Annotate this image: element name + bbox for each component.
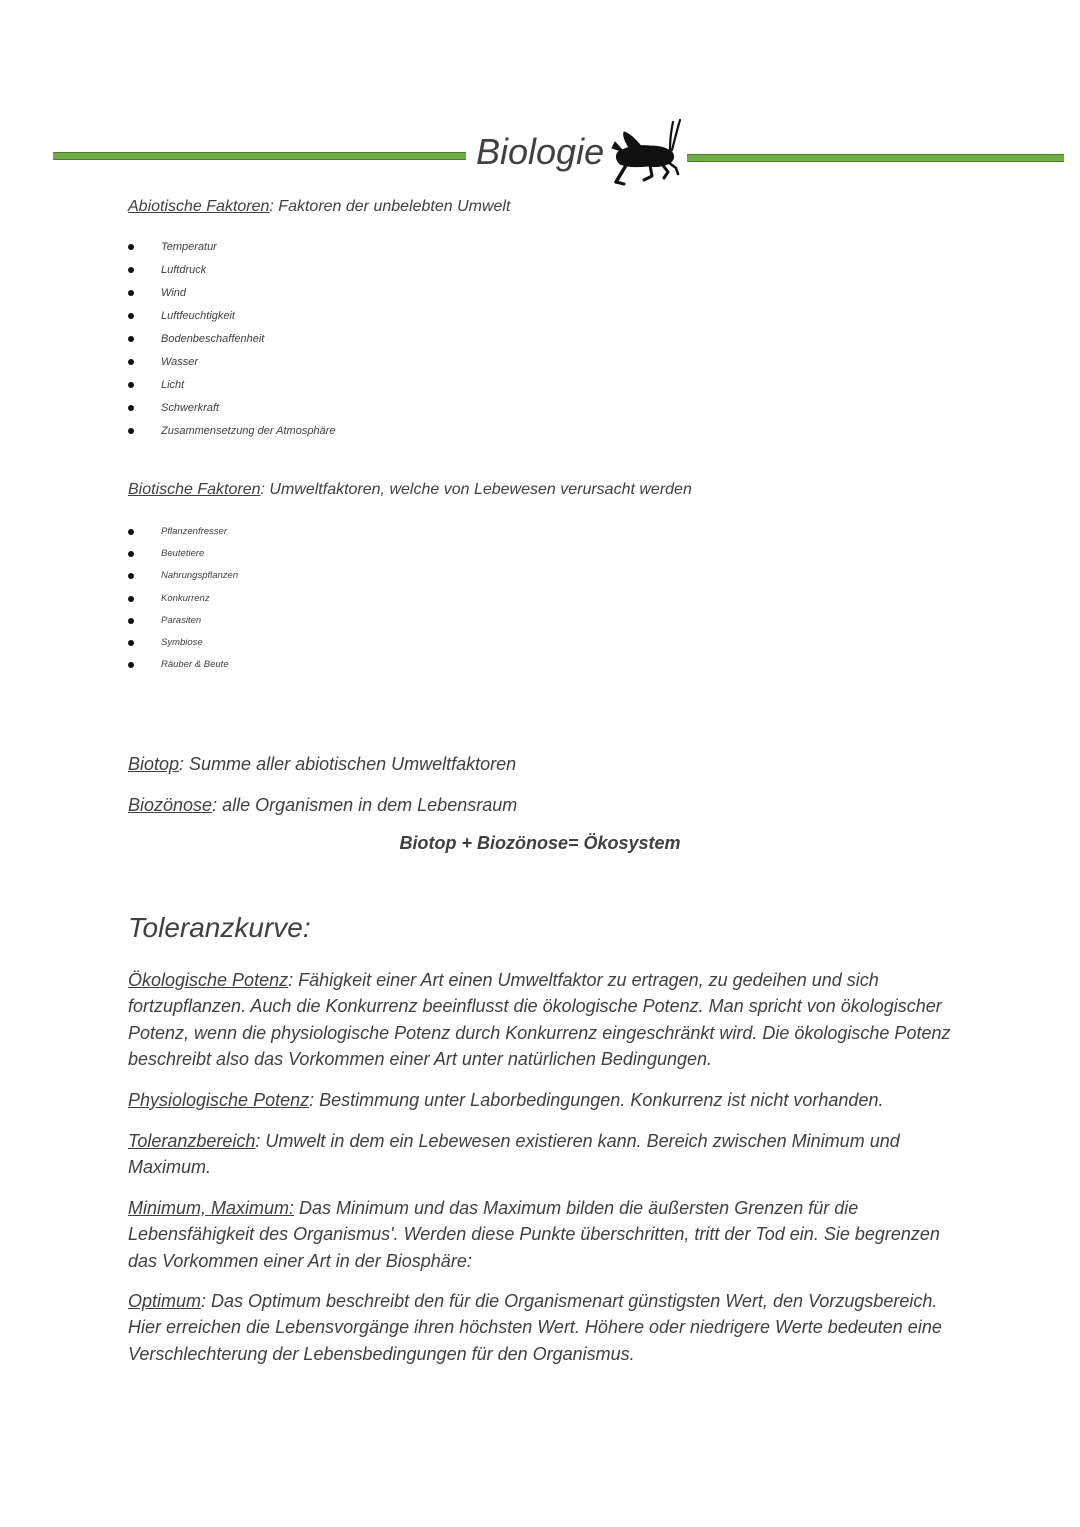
oekologische-potenz-term: Ökologische Potenz bbox=[128, 970, 289, 990]
list-item: Nahrungspflanzen bbox=[126, 565, 238, 587]
list-item: Symbiose bbox=[126, 632, 238, 654]
list-item: Pflanzenfresser bbox=[126, 521, 238, 543]
optimum-paragraph bbox=[128, 1288, 958, 1367]
ecosystem-formula: Biotop + Biozönose= Ökosystem bbox=[399, 833, 681, 853]
biotop-definition-text: : Summe aller abiotischen Umweltfaktoren bbox=[179, 754, 517, 774]
toleranzbereich-text: : Umwelt in dem ein Lebewesen existieren kann. Bereich zwischen Minimum und Maximum. bbox=[128, 1131, 900, 1178]
oekologische-potenz-text: : Fähigkeit einer Art einen Umweltfaktor zu ertragen, zu gedeihen und sich fortzupflanzen. Auch die Konkurrenz beeinflusst die ökologische Potenz. Man spricht von ökologischer Potenz, wenn die physiologische Potenz durch Konkurrenz eingeschränkt wird. Die ökologische Potenz beschreibt also das Vorkommen einer Art unter natürlichen Bedingungen. bbox=[128, 970, 951, 1069]
list-item: Konkurrenz bbox=[126, 588, 238, 610]
minimum-maximum-text: Das Minimum und das Maximum bilden die äußersten Grenzen für die Lebensfähigkeit des Organismus'. Werden diese Punkte überschritten, tritt der Tod ein. Sie begrenzen das Vorkommen einer Art in der Biosphäre: bbox=[128, 1198, 940, 1271]
list-item: Bodenbeschaffenheit bbox=[126, 328, 335, 351]
abiotic-list bbox=[126, 236, 335, 443]
toleranzbereich-paragraph bbox=[128, 1128, 958, 1181]
cricket-icon bbox=[610, 118, 684, 188]
abiotic-definition-text: : Faktoren der unbelebten Umwelt bbox=[269, 198, 511, 215]
list-item: Zusammensetzung der Atmosphäre bbox=[126, 420, 335, 443]
physiologische-potenz-term: Physiologische Potenz bbox=[128, 1090, 310, 1110]
header-rule-right bbox=[687, 154, 1064, 162]
toleranzbereich-term: Toleranzbereich bbox=[128, 1131, 256, 1151]
list-item: Luftdruck bbox=[126, 259, 335, 282]
biotop-definition bbox=[128, 754, 516, 775]
list-item: Temperatur bbox=[126, 236, 335, 259]
header-rule-left bbox=[53, 152, 466, 160]
oekologische-potenz-paragraph bbox=[128, 967, 958, 1072]
biotic-list bbox=[126, 521, 238, 676]
abiotic-definition bbox=[128, 198, 510, 216]
biozoenose-definition-text: : alle Organismen in dem Lebensraum bbox=[212, 795, 518, 815]
optimum-term: Optimum bbox=[128, 1291, 202, 1311]
optimum-text: : Das Optimum beschreibt den für die Organismenart günstigsten Wert, den Vorzugsbereich. Hier erreichen die Lebensvorgänge ihren höchsten Wert. Höhere oder niedrigere Werte bedeuten eine Verschlechterung der Lebensbedingungen für den Organismus. bbox=[128, 1291, 942, 1364]
list-item: Parasiten bbox=[126, 610, 238, 632]
page-title: Biologie bbox=[476, 131, 605, 172]
list-item: Licht bbox=[126, 374, 335, 397]
list-item: Räuber & Beute bbox=[126, 654, 238, 676]
list-item: Luftfeuchtigkeit bbox=[126, 305, 335, 328]
biozoenose-definition bbox=[128, 795, 517, 816]
biozoenose-term: Biozönose bbox=[128, 795, 213, 815]
biotic-term: Biotische Faktoren bbox=[128, 481, 261, 498]
list-item: Beutetiere bbox=[126, 543, 238, 565]
physiologische-potenz-text: : Bestimmung unter Laborbedingungen. Konkurrenz ist nicht vorhanden. bbox=[309, 1090, 884, 1110]
minimum-maximum-paragraph bbox=[128, 1195, 958, 1274]
biotic-definition bbox=[128, 481, 692, 499]
section-title: Toleranzkurve: bbox=[128, 912, 311, 943]
list-item: Schwerkraft bbox=[126, 397, 335, 420]
biotop-term: Biotop bbox=[128, 754, 180, 774]
abiotic-term: Abiotische Faktoren bbox=[128, 198, 270, 215]
minimum-maximum-term: Minimum, Maximum: bbox=[128, 1198, 295, 1218]
biotic-definition-text: : Umweltfaktoren, welche von Lebewesen verursacht werden bbox=[260, 481, 692, 498]
physiologische-potenz-paragraph bbox=[128, 1087, 958, 1113]
list-item: Wasser bbox=[126, 351, 335, 374]
list-item: Wind bbox=[126, 282, 335, 305]
